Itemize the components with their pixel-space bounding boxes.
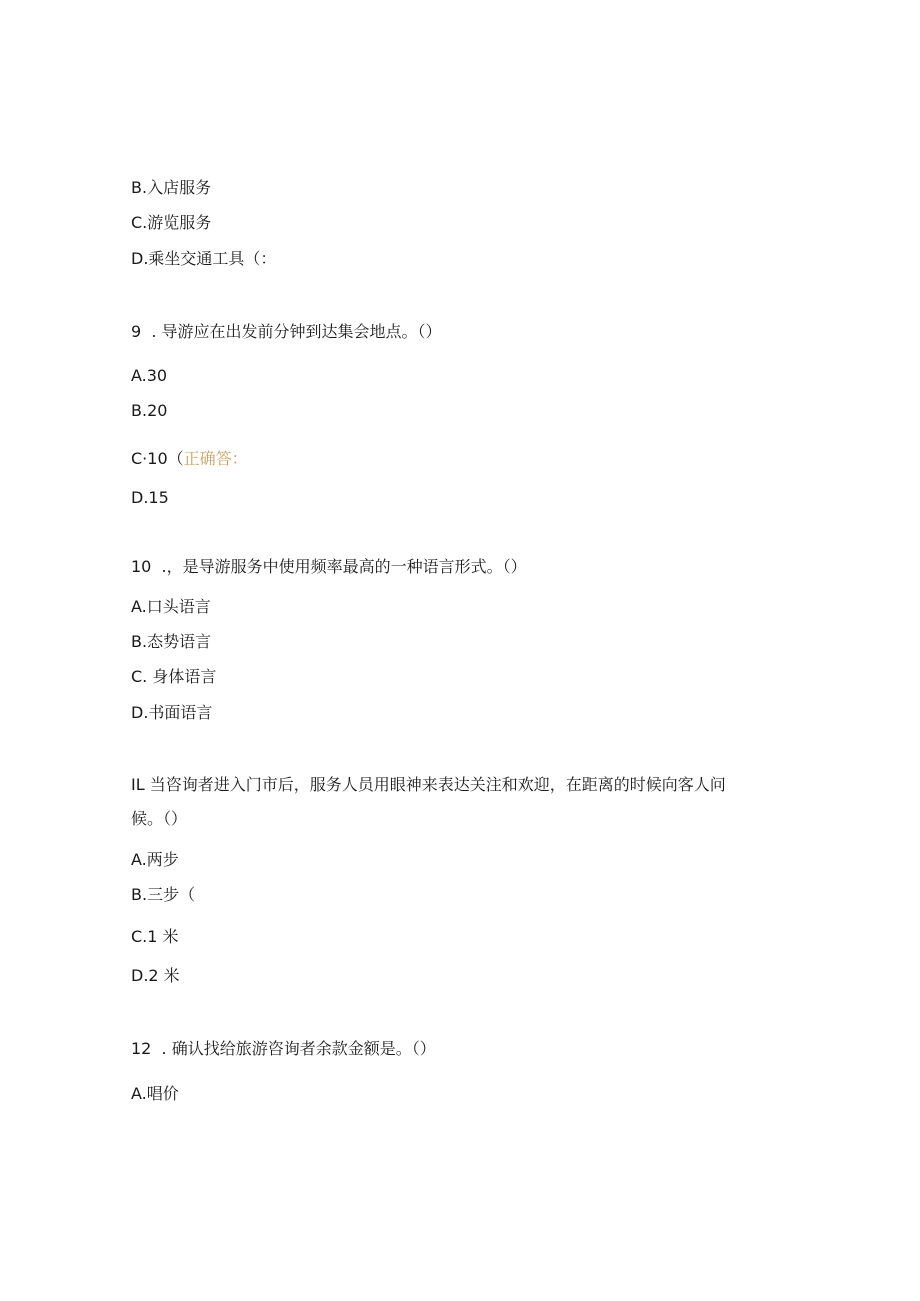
question-11: IL 当咨询者进入门市后，服务人员用眼神来表达关注和欢迎，在距离的时候向客人问 [131, 775, 726, 794]
option-d-q10: D.书面语言 [131, 703, 213, 722]
question-9: 9 . 导游应在出发前分钟到达集会地点。（） [131, 322, 442, 341]
option-a-q9: A.30 [131, 366, 168, 385]
question-12: 12 . 确认找给旅游咨询者余款金额是。（） [131, 1039, 436, 1058]
option-b-q10: B.态势语言 [131, 632, 212, 651]
option-b-q8: B.入店服务 [131, 178, 212, 197]
question-11-cont: 候。（） [131, 809, 188, 828]
option-c-q9 [131, 449, 248, 469]
option-a-q11: A.两步 [131, 850, 179, 869]
option-b-q9: B.20 [131, 401, 168, 420]
option-c-q10: C. 身体语言 [131, 667, 217, 686]
option-c-q11: C.1 米 [131, 927, 179, 946]
question-10: 10 .，是导游服务中使用频率最高的一种语言形式。（） [131, 557, 527, 576]
option-d-q8: D.乘坐交通工具（： [131, 249, 277, 268]
option-c-q9-text: C·10（ [131, 449, 184, 468]
correct-answer-mark: 正确答： [183, 449, 248, 468]
option-c-q8: C.游览服务 [131, 213, 212, 232]
option-d-q9: D.15 [131, 488, 169, 507]
option-a-q10: A.口头语言 [131, 597, 211, 616]
option-d-q11: D.2 米 [131, 966, 180, 985]
option-b-q11: B.三步（ [131, 885, 196, 904]
option-a-q12: A.唱价 [131, 1084, 179, 1103]
